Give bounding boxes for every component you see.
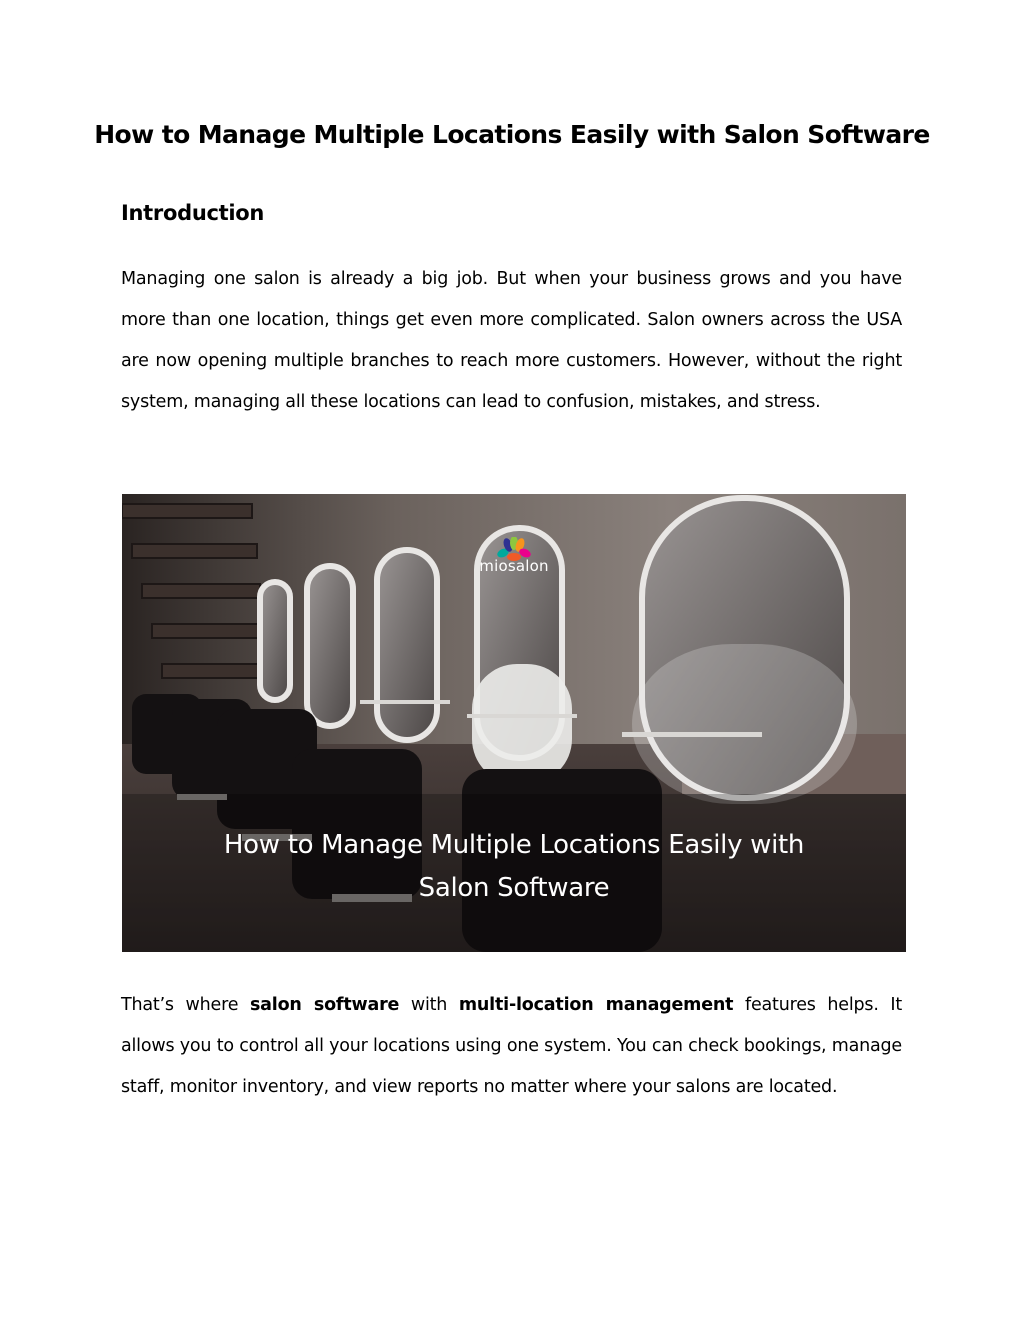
bold-term-salon-software: salon software [249, 995, 400, 1015]
para-text: features helps. It allows you to control all your locations using one system. You can check bookings, manage staff, monitor inventory, and view reports no matter where your salons are located. [121, 995, 902, 1097]
para-text: That’s where [121, 995, 250, 1015]
para-text: with [399, 995, 459, 1015]
brand-name: miosalon [479, 557, 549, 575]
hero-caption-line-2: Salon Software [418, 873, 610, 903]
intro-paragraph: Managing one salon is already a big job. But when your business grows and you have more than one location, things get even more complicated. Salon owners across the USA are now opening multiple branches to reach more customers. However, without the right system, managing all these locations can lead to confusion, mistakes, and stress. [121, 269, 902, 412]
hero-caption [122, 824, 906, 910]
body-paragraph [121, 985, 902, 1108]
page-title: How to Manage Multiple Locations Easily with Salon Software [94, 120, 930, 149]
hero-caption-line-1: How to Manage Multiple Locations Easily with [223, 830, 805, 860]
bold-term-multi-location-management: multi-location management [458, 995, 734, 1015]
section-heading-introduction: Introduction [121, 201, 265, 225]
